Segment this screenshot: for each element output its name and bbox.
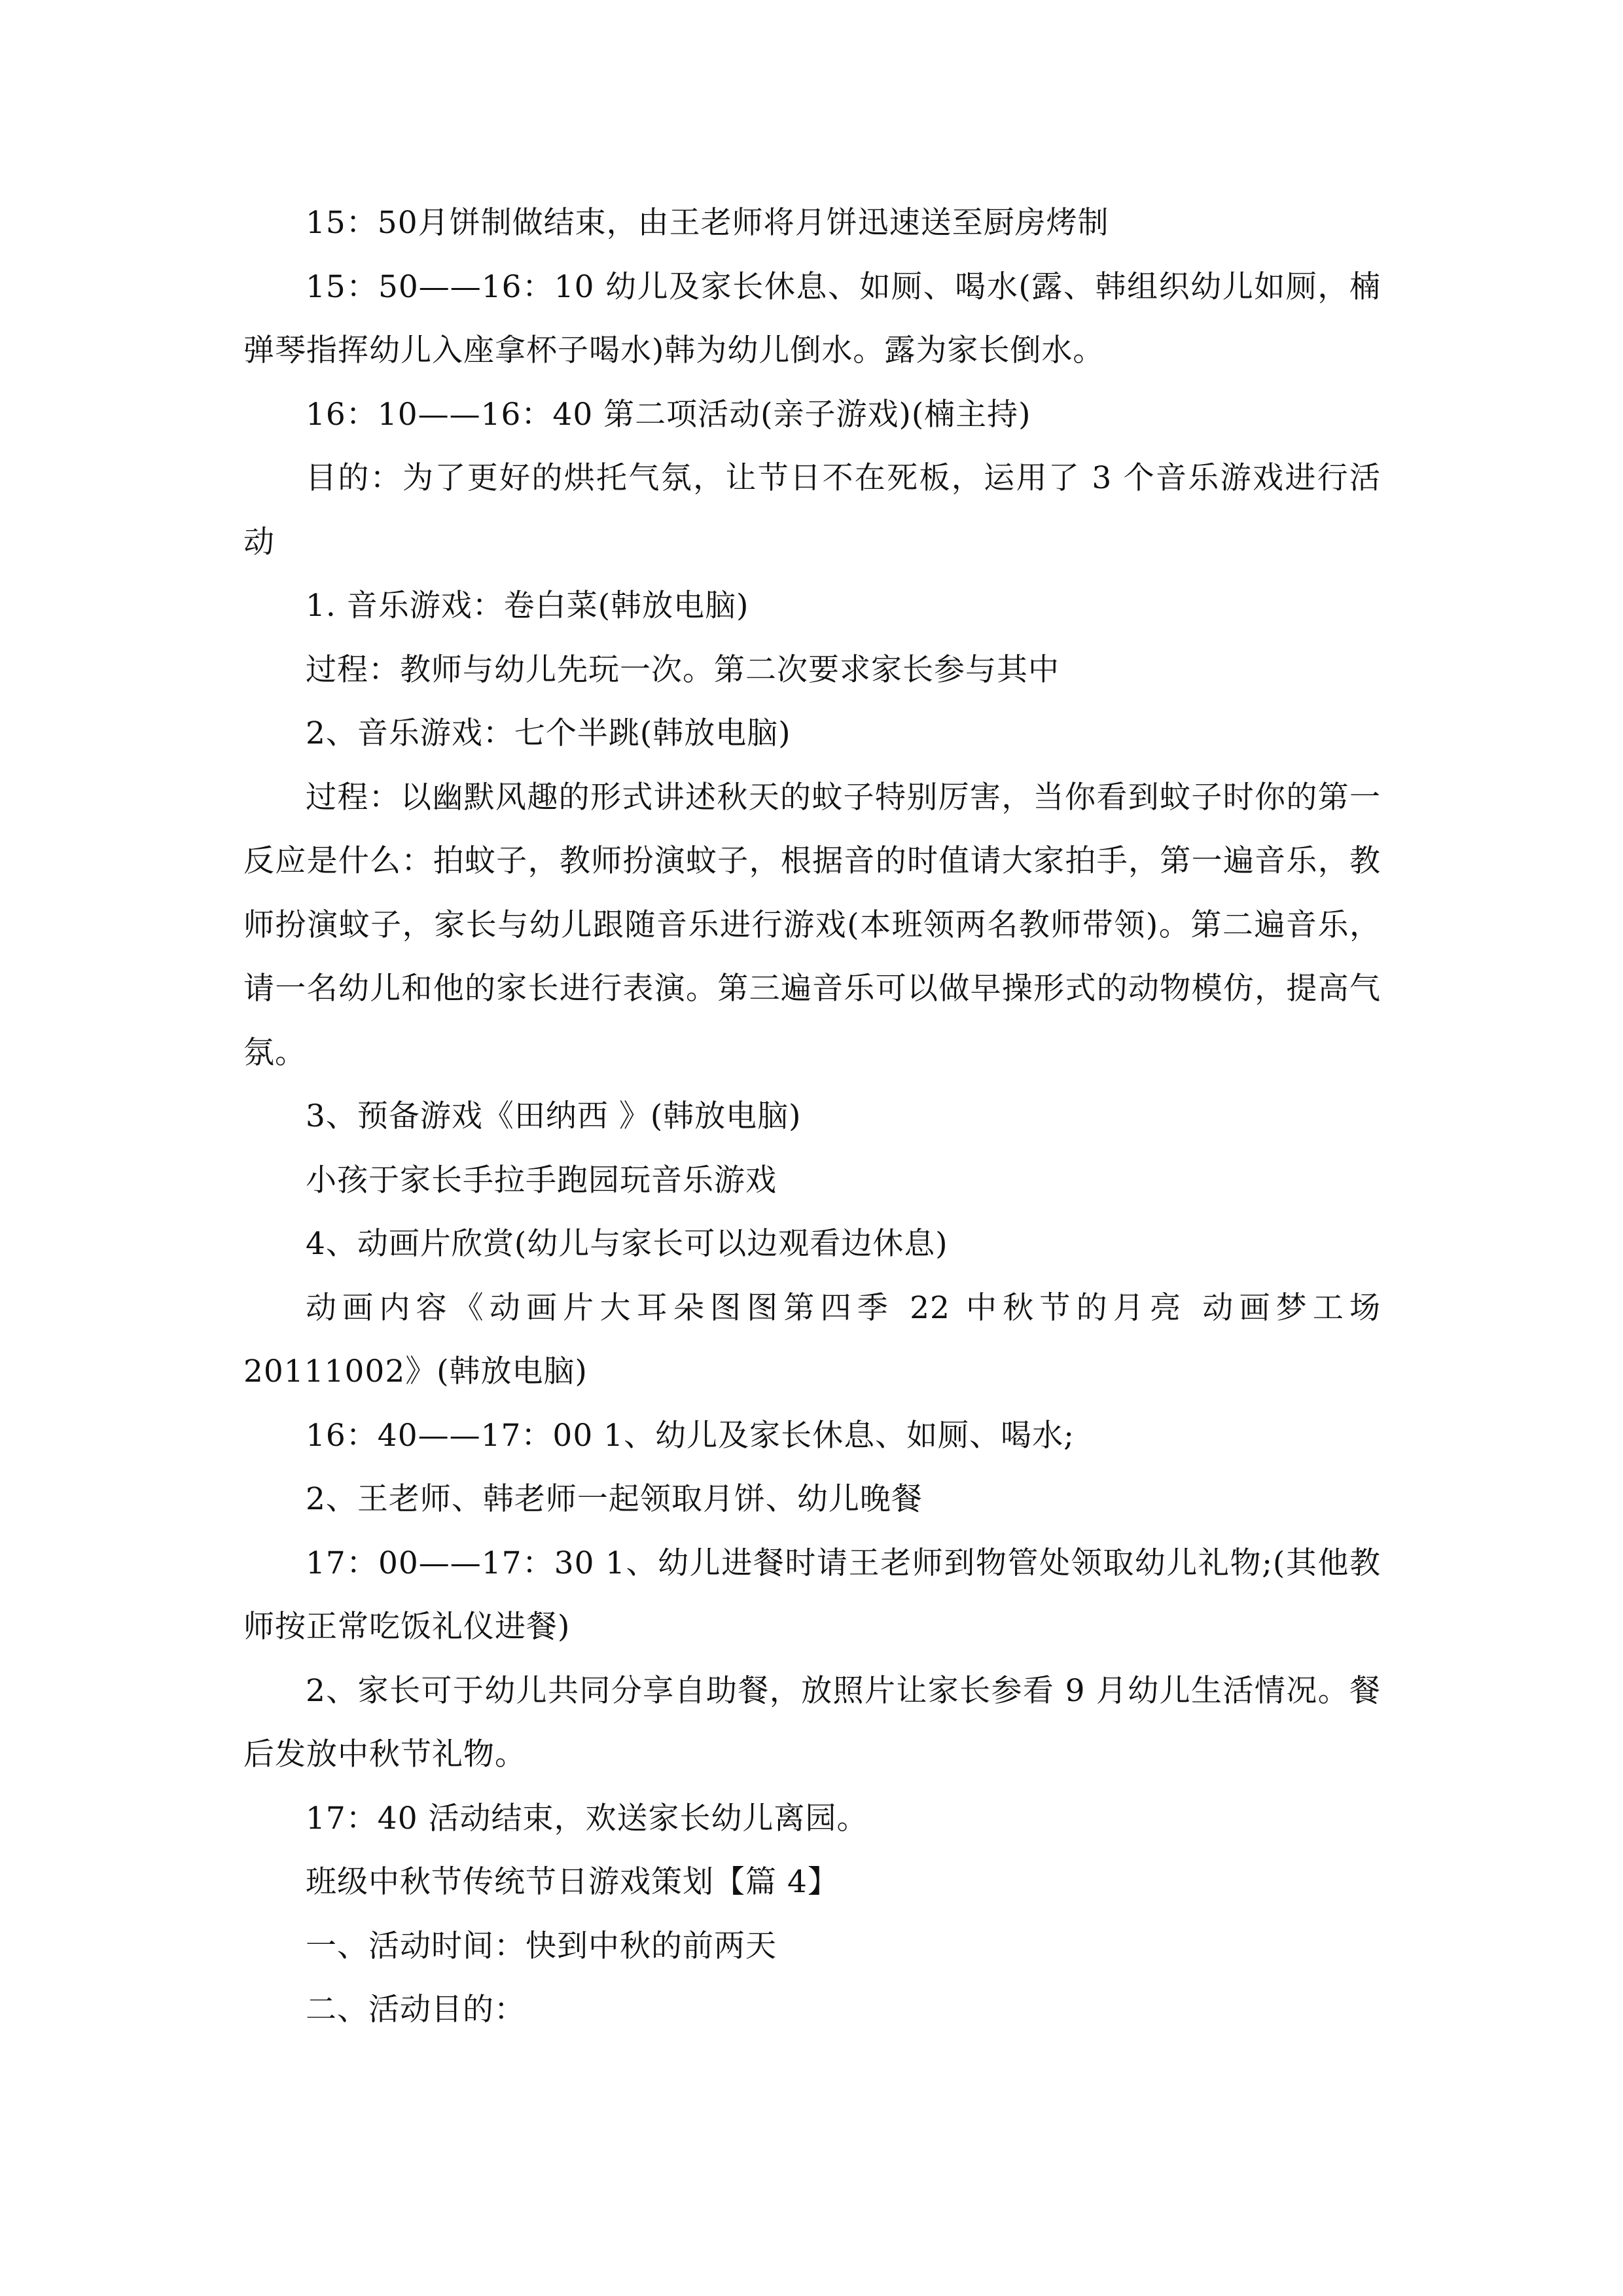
paragraph-game-1-process: 过程：教师与幼儿先玩一次。第二次要求家长参与其中 bbox=[306, 651, 1060, 688]
paragraph-game-3: 3、预备游戏《田纳西 》(韩放电脑) bbox=[306, 1098, 802, 1134]
paragraph-activity-time: 一、活动时间：快到中秋的前两天 bbox=[306, 1928, 777, 1964]
paragraph-dinner: 17：00——17：30 1、幼儿进餐时请王老师到物管处领取幼儿礼物;(其他教师按正常吃饭礼仪进餐) bbox=[243, 1545, 1381, 1645]
paragraph-activity-goal: 二、活动目的： bbox=[306, 1992, 526, 2028]
paragraph-game-2-process: 过程：以幽默风趣的形式讲述秋天的蚊子特别厉害，当你看到蚊子时你的第一反应是什么：拍蚊子，教师扮演蚊子，根据音的时值请大家拍手，第一遍音乐，教师扮演蚊子，家长与幼儿跟随音乐进行游戏(本班领两名教师带领)。第二遍音乐，请一名幼儿和他的家长进行表演。第三遍音乐可以做早操形式的动物模仿，提高气氛。 bbox=[243, 779, 1381, 1071]
paragraph-mooncake-end: 15：50月饼制做结束，由王老师将月饼迅速送至厨房烤制 bbox=[306, 205, 1109, 241]
document-body bbox=[243, 191, 1381, 2042]
paragraph-rest-break-1: 15：50——16：10 幼儿及家长休息、如厕、喝水(露、韩组织幼儿如厕，楠弹琴指挥幼儿入座拿杯子喝水)韩为幼儿倒水。露为家长倒水。 bbox=[243, 268, 1381, 368]
paragraph-cartoon-content: 动画内容《动画片大耳朵图图第四季 22 中秋节的月亮 动画梦工场 20111002》(韩放电脑) bbox=[243, 1289, 1381, 1390]
paragraph-game-3-desc: 小孩于家长手拉手跑园玩音乐游戏 bbox=[306, 1162, 777, 1198]
paragraph-game-1: 1. 音乐游戏：卷白菜(韩放电脑) bbox=[306, 588, 749, 624]
paragraph-buffet: 2、家长可于幼儿共同分享自助餐，放照片让家长参看 9 月幼儿生活情况。餐后发放中秋节礼物。 bbox=[243, 1672, 1381, 1772]
paragraph-activity-2-heading: 16：10——16：40 第二项活动(亲子游戏)(楠主持) bbox=[306, 396, 1031, 433]
section-title-part-4: 班级中秋节传统节日游戏策划【篇 4】 bbox=[306, 1864, 839, 1900]
paragraph-activity-end: 17：40 活动结束，欢送家长幼儿离园。 bbox=[306, 1800, 868, 1837]
paragraph-rest-break-2: 16：40——17：00 1、幼儿及家长休息、如厕、喝水; bbox=[306, 1417, 1075, 1454]
paragraph-game-2: 2、音乐游戏：七个半跳(韩放电脑) bbox=[306, 715, 791, 751]
paragraph-cartoon: 4、动画片欣赏(幼儿与家长可以边观看边休息) bbox=[306, 1226, 948, 1262]
paragraph-collect-mooncakes: 2、王老师、韩老师一起领取月饼、幼儿晚餐 bbox=[306, 1481, 923, 1517]
paragraph-purpose: 目的：为了更好的烘托气氛，让节日不在死板，运用了 3 个音乐游戏进行活动 bbox=[243, 460, 1381, 560]
